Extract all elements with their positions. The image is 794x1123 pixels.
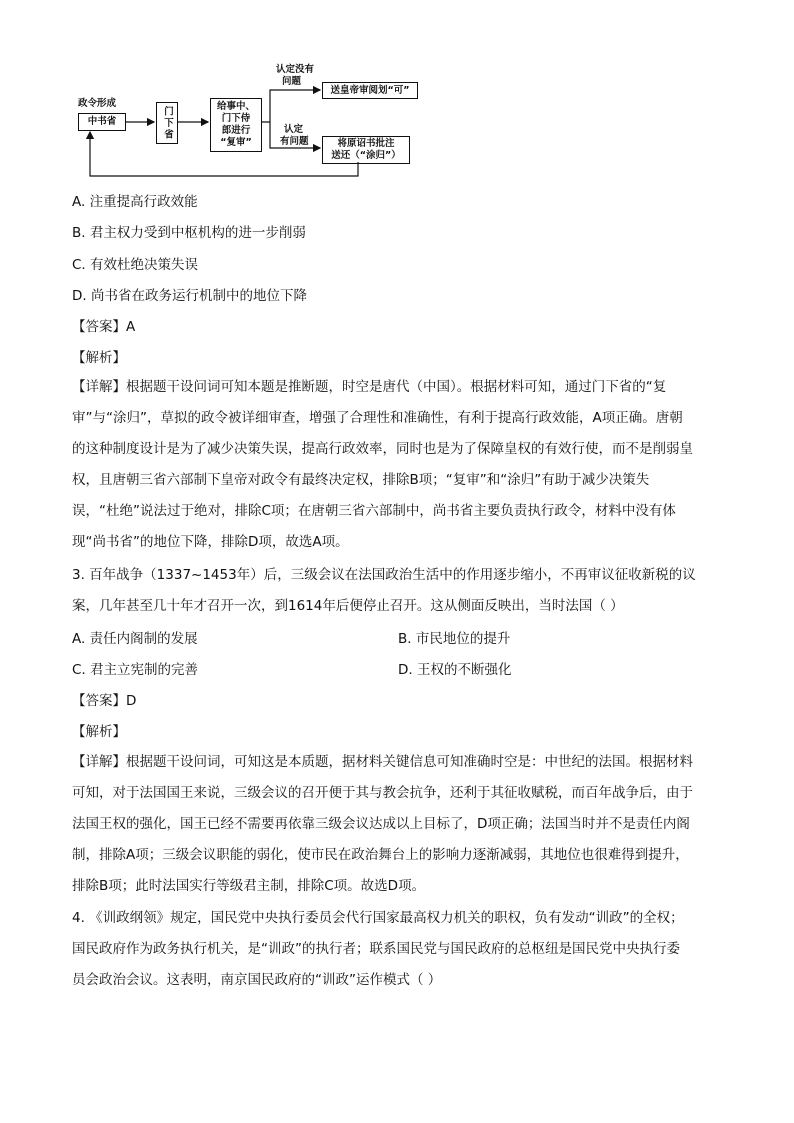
q2-detail-line-4: 权，且唐朝三省六部制下皇帝对政令有最终决定权，排除B项；“复审”和“涂归”有助于减少决策失 — [72, 472, 650, 488]
q2-detail-line-2: 审”与“涂归”，草拟的政令被详细审查，增强了合理性和准确性，有利于提高行政效能，A项正确。唐朝 — [72, 410, 683, 426]
q3-option-c: C. 君主立宪制的完善 — [72, 662, 199, 678]
policy-formation-label: 政令形成 — [78, 98, 117, 109]
has-problem-line-1: 认定 — [284, 124, 304, 135]
q2-detail-line-3: 的这种制度设计是为了减少决策失误，提高行政效率，同时也是为了保障皇权的有效行使，而不是削弱皇 — [72, 441, 693, 457]
q3-option-a: A. 责任内阁制的发展 — [72, 631, 198, 647]
q3-detail-line-2: 可知，对于法国国王来说，三级会议的召开便于其与教会抗争，还利于其征收赋税，而百年战争后，由于 — [72, 785, 693, 801]
q2-answer: 【答案】A — [72, 319, 136, 335]
q2-detail-line-5: 误，“杜绝”说法过于绝对，排除C项；在唐朝三省六部制中，尚书省主要负责执行政令，材料中没有体 — [72, 503, 676, 519]
review-line-1: 给事中、 — [216, 101, 255, 112]
review-line-2: 门下侍 — [221, 113, 251, 124]
no-problem-label — [276, 64, 314, 88]
q3-option-d: D. 王权的不断强化 — [398, 662, 512, 678]
q3-detail-line-3: 法国王权的强化，国王已经不需要再依靠三级会议达成以上目标了，D项正确；法国当时并不是责任内阁 — [72, 816, 690, 832]
send-emperor-box: 送皇帝审阅划“可” — [322, 82, 418, 99]
q2-analysis-label: 【解析】 — [72, 350, 126, 366]
q3-answer: 【答案】D — [72, 693, 137, 709]
q4-stem-line-3: 员会政治会议。这表明，南京国民政府的“训政”运作模式（ ） — [72, 972, 442, 988]
review-line-3: 郎进行 — [221, 125, 251, 136]
has-problem-label — [280, 124, 309, 148]
q3-stem — [72, 560, 722, 622]
q3-detail-line-5: 排除B项；此时法国实行等级君主制，排除C项。故选D项。 — [72, 878, 426, 894]
q4-stem — [72, 903, 722, 996]
q3-stem-line-2: 案，几年甚至几十年才召开一次，到1614年后便停止召开。这从侧面反映出，当时法国（ ） — [72, 598, 624, 614]
flow-diagram — [70, 60, 430, 185]
q2-detail-line-6: 现“尚书省”的地位下降，排除D项，故选A项。 — [72, 534, 349, 550]
no-problem-line-1: 认定没有 — [276, 64, 315, 75]
return-edict-line-1: 将原诏书批注 — [337, 138, 395, 149]
menxia-box: 门下省 — [156, 102, 178, 144]
q2-detail-line-1: 【详解】根据题干设问词可知本题是推断题，时空是唐代（中国）。根据材料可知，通过门下省的“复 — [72, 379, 667, 395]
q4-stem-line-2: 国民政府作为政务执行机关，是“训政”的执行者；联系国民党与国民政府的总枢纽是国民党中央执行委 — [72, 941, 680, 957]
q3-detail-line-1: 【详解】根据题干设问词，可知这是本质题，据材料关键信息可知准确时空是：中世纪的法国。根据材料 — [72, 754, 693, 770]
q2-option-d: D. 尚书省在政务运行机制中的地位下降 — [72, 288, 307, 304]
q2-option-c: C. 有效杜绝决策失误 — [72, 257, 199, 273]
zhongshu-box: 中书省 — [78, 113, 126, 131]
q2-option-a: A. 注重提高行政效能 — [72, 194, 198, 210]
q3-detail — [72, 747, 722, 902]
q2-detail — [72, 372, 722, 558]
return-edict-box — [322, 136, 410, 164]
q2-option-b: B. 君主权力受到中枢机构的进一步削弱 — [72, 225, 306, 241]
return-edict-line-2: 送还（“涂归”） — [331, 150, 401, 161]
review-line-4: “复审” — [220, 137, 252, 148]
q3-option-b: B. 市民地位的提升 — [398, 631, 511, 647]
q3-stem-line-1: 3. 百年战争（1337~1453年）后，三级会议在法国政治生活中的作用逐步缩小，不再审议征收新税的议 — [72, 567, 696, 583]
q4-stem-line-1: 4. 《训政纲领》规定，国民党中央执行委员会代行国家最高权力机关的职权，负有发动“训政”的全权； — [72, 910, 684, 926]
review-box — [210, 98, 262, 152]
no-problem-line-2: 问题 — [282, 76, 302, 87]
q3-detail-line-4: 制，排除A项；三级会议职能的弱化，使市民在政治舞台上的影响力逐渐减弱，其地位也很难得到提升， — [72, 847, 689, 863]
has-problem-line-2: 有问题 — [280, 136, 309, 147]
q3-analysis-label: 【解析】 — [72, 724, 126, 740]
